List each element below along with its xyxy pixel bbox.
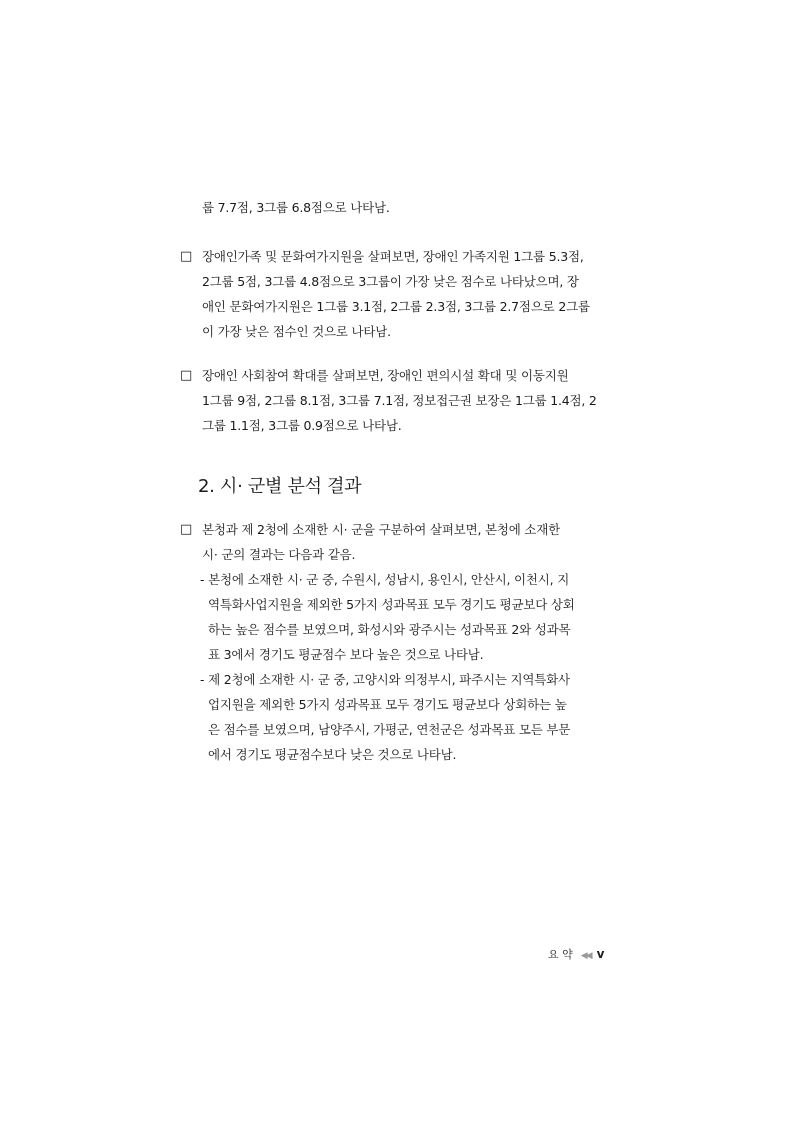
sub-item-line: 하는 높은 점수를 보였으며, 화성시와 광주시는 성과목표 2와 성과목 bbox=[208, 622, 571, 637]
checkbox-bullet-icon: □ bbox=[180, 249, 193, 264]
sub-item-line: 업지원을 제외한 5가지 성과목표 모두 경기도 평균보다 상회하는 높 bbox=[208, 697, 567, 712]
sub-item-line: 은 점수를 보였으며, 남양주시, 가평군, 연천군은 성과목표 모든 부문 bbox=[208, 722, 571, 737]
paragraph-line: 장애인가족 및 문화여가지원을 살펴보면, 장애인 가족지원 1그룹 5.3점, bbox=[202, 249, 584, 264]
paragraph-line: 장애인 사회참여 확대를 살펴보면, 장애인 편의시설 확대 및 이동지원 bbox=[202, 368, 569, 383]
paragraph-line: 시· 군의 결과는 다음과 같음. bbox=[202, 547, 356, 562]
section-heading: 2. 시· 군별 분석 결과 bbox=[198, 476, 362, 497]
double-arrow-left-icon: ◀◀ bbox=[580, 951, 591, 961]
page-number: v bbox=[596, 947, 605, 961]
sub-item-line: - 본청에 소재한 시· 군 중, 수원시, 성남시, 용인시, 안산시, 이천시, 지 bbox=[200, 572, 570, 587]
checkbox-bullet-icon: □ bbox=[180, 368, 193, 383]
sub-item-line: 표 3에서 경기도 평균점수 보다 높은 것으로 나타남. bbox=[208, 647, 484, 662]
page-footer bbox=[548, 946, 604, 964]
paragraph-line: 룹 7.7점, 3그룹 6.8점으로 나타남. bbox=[202, 200, 390, 215]
sub-item-line: - 제 2청에 소재한 시· 군 중, 고양시와 의정부시, 파주시는 지역특화사 bbox=[200, 672, 570, 687]
footer-label: 요 약 bbox=[548, 948, 573, 961]
paragraph-line: 그룹 1.1점, 3그룹 0.9점으로 나타남. bbox=[202, 418, 402, 433]
checkbox-bullet-icon: □ bbox=[180, 522, 193, 537]
paragraph-line: 이 가장 낮은 점수인 것으로 나타남. bbox=[202, 324, 391, 339]
paragraph-line: 2그룹 5점, 3그룹 4.8점으로 3그룹이 가장 낮은 점수로 나타났으며, 장 bbox=[202, 274, 579, 289]
paragraph-line: 1그룹 9점, 2그룹 8.1점, 3그룹 7.1점, 정보접근권 보장은 1그룹 1.4점, 2 bbox=[202, 393, 597, 408]
sub-item-line: 에서 경기도 평균점수보다 낮은 것으로 나타남. bbox=[208, 747, 457, 762]
paragraph-line: 애인 문화여가지원은 1그룹 3.1점, 2그룹 2.3점, 3그룹 2.7점으로 2그룹 bbox=[202, 299, 590, 314]
sub-item-line: 역특화사업지원을 제외한 5가지 성과목표 모두 경기도 평균보다 상회 bbox=[208, 597, 575, 612]
paragraph-line: 본청과 제 2청에 소재한 시· 군을 구분하여 살펴보면, 본청에 소재한 bbox=[202, 522, 561, 537]
